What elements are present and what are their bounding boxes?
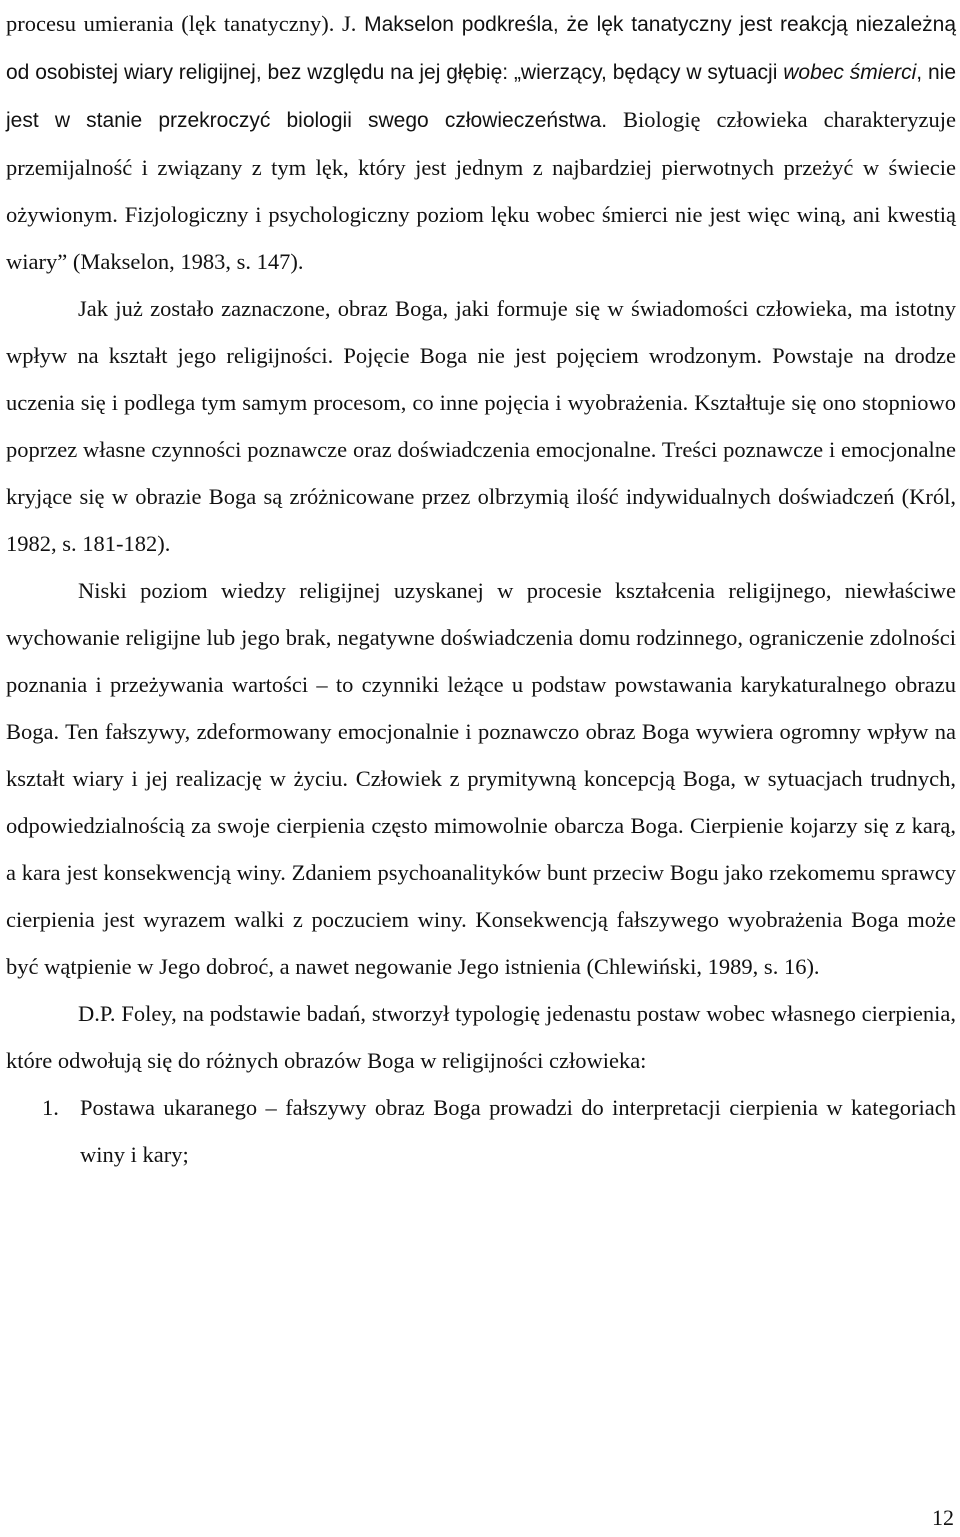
- quote-sans-part: Makselon podkreśla, że lęk tanatyczny jest reakcją niezależną od osobistej wiary religijnej, bez względu na jej głębię: „wierzący, będący w sytuacji wobec śmierci, nie jest w stanie przekroczyć biologii swego człowieczeństwa.: [6, 13, 956, 132]
- quote-italic: wobec śmierci: [783, 61, 917, 84]
- list-item: [6, 1084, 956, 1178]
- paragraph-1: [6, 0, 956, 285]
- list-item-text: Postawa ukaranego – fałszywy obraz Boga prowadzi do interpretacji cierpienia w kategoriach winy i kary;: [80, 1095, 956, 1167]
- paragraph-1-start: procesu umierania (lęk tanatyczny). J.: [6, 11, 365, 36]
- page-number: 12: [932, 1505, 954, 1530]
- document-page: [6, 0, 956, 1178]
- paragraph-2: Jak już zostało zaznaczone, obraz Boga, jaki formuje się w świadomości człowieka, ma istotny wpływ na kształt jego religijności. Pojęcie Boga nie jest pojęciem wrodzonym. Powstaje na drodze uczenia się i podlega tym samym procesom, co inne pojęcia i wyobrażenia. Kształtuje się ono stopniowo poprzez własne czynności poznawcze oraz doświadczenia emocjonalne. Treści poznawcze i emocjonalne kryjące się w obrazie Boga są zróżnicowane przez olbrzymią ilość indywidualnych doświadczeń (Król, 1982, s. 181-182).: [6, 296, 956, 556]
- paragraph-4: D.P. Foley, na podstawie badań, stworzył typologię jedenastu postaw wobec własnego cierpienia, które odwołują się do różnych obrazów Boga w religijności człowieka:: [6, 1001, 956, 1073]
- list-item-number: 1.: [42, 1095, 59, 1120]
- paragraph-3: Niski poziom wiedzy religijnej uzyskanej w procesie kształcenia religijnego, niewłaściwe wychowanie religijne lub jego brak, negatywne doświadczenia domu rodzinnego, ograniczenie zdolności poznania i przeżywania wartości – to czynniki leżące u podstaw powstawania karykaturalnego obrazu Boga. Ten fałszywy, zdeformowany emocjonalnie i poznawczo obraz Boga wywiera ogromny wpływ na kształt wiary i jej realizację w życiu. Człowiek z prymitywną koncepcją Boga, w sytuacjach trudnych, odpowiedzialnością za swoje cierpienia często mimowolnie obarcza Boga. Cierpienie kojarzy się z karą, a kara jest konsekwencją winy. Zdaniem psychoanalityków bunt przeciw Bogu jako rzekomemu sprawcy cierpienia jest wyrazem walki z poczuciem winy. Konsekwencją fałszywego wyobrażenia Boga może być wątpienie w Jego dobroć, a nawet negowanie Jego istnienia (Chlewiński, 1989, s. 16).: [6, 578, 956, 979]
- paragraph-1-end: Biologię człowieka charakteryzuje przemijalność i związany z tym lęk, który jest jednym z najbardziej pierwotnych przeżyć w świecie ożywionym. Fizjologiczny i psychologiczny poziom lęku wobec śmierci nie jest więc winą, ani kwestią wiary” (Makselon, 1983, s. 147).: [6, 107, 956, 274]
